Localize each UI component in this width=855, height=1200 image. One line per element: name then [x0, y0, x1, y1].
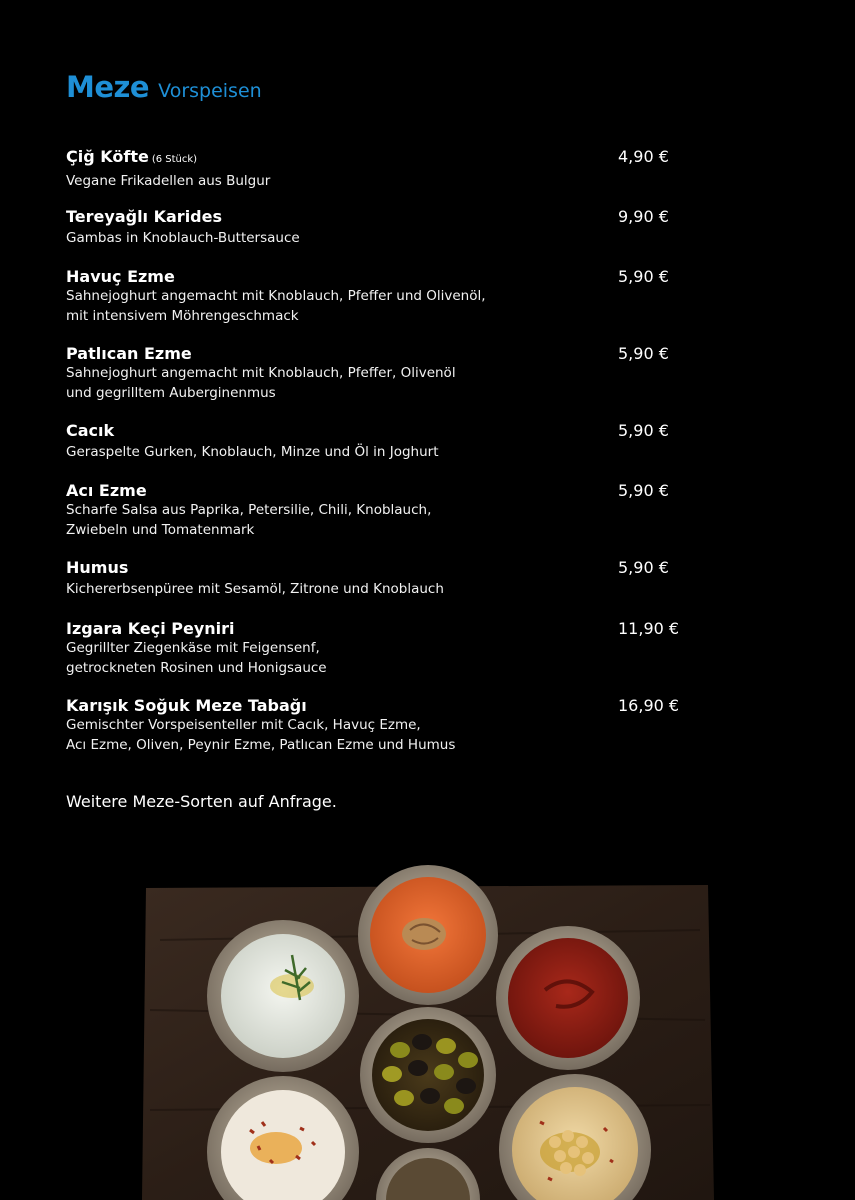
menu-item	[66, 421, 686, 462]
item-name: Acı Ezme	[66, 481, 147, 500]
item-description: Gambas in Knoblauch-Buttersauce	[66, 230, 300, 246]
section-subtitle: Vorspeisen	[158, 80, 262, 102]
item-description: Geraspelte Gurken, Knoblauch, Minze und Öl in Joghurt	[66, 444, 439, 460]
footer-note: Weitere Meze-Sorten auf Anfrage.	[66, 792, 337, 811]
item-description-line: mit intensivem Möhrengeschmack	[66, 308, 299, 324]
item-price: 5,90 €	[618, 481, 669, 500]
item-description-line: Sahnejoghurt angemacht mit Knoblauch, Pfeffer, Olivenöl	[66, 365, 456, 381]
menu-item	[66, 147, 686, 191]
menu-item	[66, 207, 686, 248]
item-price: 9,90 €	[618, 207, 669, 226]
item-description-line: Sahnejoghurt angemacht mit Knoblauch, Pfeffer und Olivenöl,	[66, 288, 486, 304]
item-description-line: Zwiebeln und Tomatenmark	[66, 522, 255, 538]
havuc-ezme-bowl	[358, 865, 498, 1005]
item-name: Patlıcan Ezme	[66, 344, 192, 363]
item-price: 5,90 €	[618, 558, 669, 577]
menu-item	[66, 481, 686, 540]
item-description: Vegane Frikadellen aus Bulgur	[66, 173, 271, 189]
item-name: Izgara Keçi Peyniri	[66, 619, 235, 638]
item-price: 4,90 €	[618, 147, 669, 166]
item-description-line: Scharfe Salsa aus Paprika, Petersilie, Chili, Knoblauch,	[66, 502, 432, 518]
item-price: 5,90 €	[618, 267, 669, 286]
item-quantity: (6 Stück)	[151, 154, 198, 165]
item-name: Havuç Ezme	[66, 267, 175, 286]
item-description-line: Gemischter Vorspeisenteller mit Cacık, Havuç Ezme,	[66, 717, 421, 733]
item-description: Kichererbsenpüree mit Sesamöl, Zitrone und Knoblauch	[66, 581, 444, 597]
item-price: 11,90 €	[618, 619, 680, 638]
item-price: 16,90 €	[618, 696, 680, 715]
item-name: Tereyağlı Karides	[66, 207, 222, 226]
item-name: Çiğ Köfte	[66, 147, 149, 166]
menu-item	[66, 267, 686, 326]
item-description-line: und gegrilltem Auberginenmus	[66, 385, 276, 401]
item-name: Cacık	[66, 421, 115, 440]
item-price: 5,90 €	[618, 421, 669, 440]
menu-item	[66, 696, 686, 755]
section-heading	[66, 70, 262, 104]
item-description-line: Acı Ezme, Oliven, Peynir Ezme, Patlıcan Ezme und Humus	[66, 737, 456, 753]
section-title: Meze	[66, 70, 150, 104]
item-name: Karışık Soğuk Meze Tabağı	[66, 696, 307, 715]
item-description-line: getrockneten Rosinen und Honigsauce	[66, 660, 327, 676]
aci-ezme-bowl	[496, 926, 640, 1070]
item-name: Humus	[66, 558, 129, 577]
menu-item	[66, 558, 686, 599]
item-price: 5,90 €	[618, 344, 669, 363]
item-description-line: Gegrillter Ziegenkäse mit Feigensenf,	[66, 640, 320, 656]
cacik-bowl	[207, 920, 359, 1072]
menu-item	[66, 619, 686, 678]
meze-platter-photo	[0, 860, 855, 1200]
olives-bowl	[360, 1007, 496, 1143]
menu-item	[66, 344, 686, 403]
